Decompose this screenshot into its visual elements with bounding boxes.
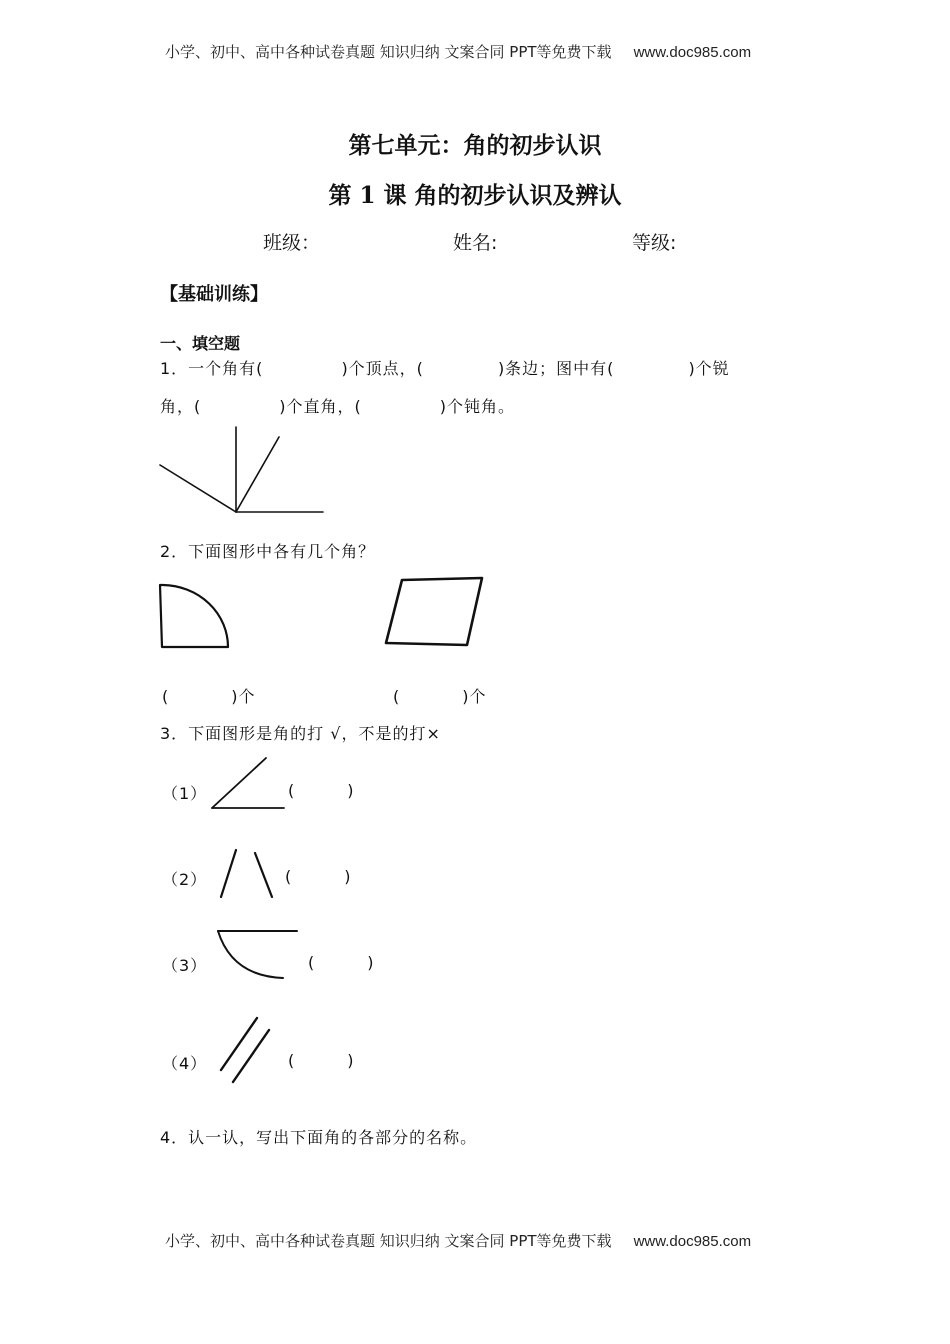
q1-seg: )个钝角。 [439,397,515,416]
q1-seg: 1．一个角有( [160,359,264,378]
q1-seg: )个锐 [688,359,730,378]
q3-open: ( [285,867,293,886]
class-label: 班级： [263,232,321,254]
q2-open: ( [162,687,170,706]
footer-text: 小学、初中、高中各种试卷真题 知识归纳 文案合同 PPT等免费下载 [165,1232,612,1250]
grade-label: 等级: [632,232,677,254]
q3-item4-label: （4） [162,1054,208,1073]
name-label: 姓名: [453,232,498,254]
q4-text: 4．认一认，写出下面角的各部分的名称。 [160,1128,478,1147]
q3-item2-label: （2） [162,870,208,889]
footer-url[interactable]: www.doc985.com [633,1233,752,1250]
q1-seg: )个直角，( [279,397,362,416]
lesson-title: 第 1 课 角的初步认识及辨认 [328,182,622,209]
q3-open: ( [308,953,316,972]
header-url[interactable]: www.doc985.com [633,44,752,61]
q3-open: ( [288,781,296,800]
unit-title: 第七单元：角的初步认识 [348,132,602,159]
q3-close: ) [347,1051,355,1070]
q2-text: 2．下面图形中各有几个角？ [160,542,376,561]
q1-seg: )条边；图中有( [497,359,615,378]
section-heading: 【基础训练】 [160,284,268,305]
q3-item3-label: （3） [162,956,208,975]
q1-seg: )个顶点，( [341,359,424,378]
header-text: 小学、初中、高中各种试卷真题 知识归纳 文案合同 PPT等免费下载 [165,43,612,61]
part-heading: 一、填空题 [160,334,241,353]
q2-close: )个 [231,687,256,706]
q3-open: ( [288,1051,296,1070]
q3-text: 3．下面图形是角的打 √，不是的打× [160,724,441,743]
q3-close: ) [347,781,355,800]
q2-open: ( [393,687,401,706]
q2-close: )个 [462,687,487,706]
page-footer [165,1230,751,1251]
q3-item4-answer [288,1051,355,1070]
q3-close: ) [344,867,352,886]
q1-seg: 角，( [160,397,202,416]
q3-item1-label: （1） [162,784,208,803]
q3-close: ) [367,953,375,972]
